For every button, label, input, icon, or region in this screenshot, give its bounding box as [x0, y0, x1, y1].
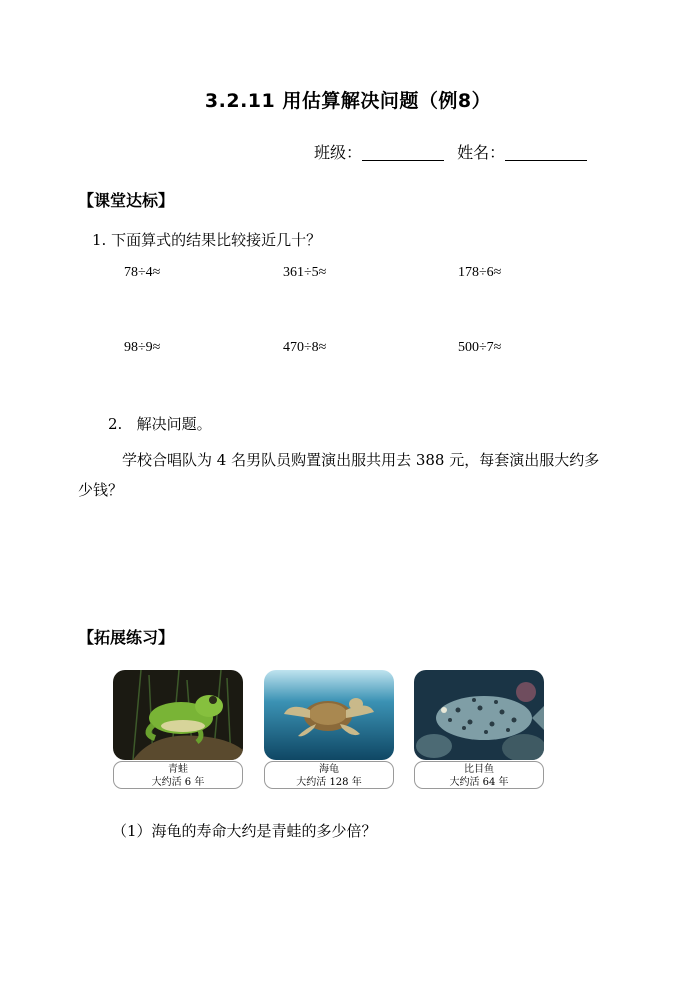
class-label: 班级： [314, 143, 363, 162]
flatfish-caption [414, 761, 544, 789]
flatfish-name: 比目鱼 [464, 764, 494, 775]
name-label: 姓名： [457, 143, 506, 162]
problem-line-2: 少钱？ [78, 481, 124, 499]
page-title: 3.2.11 用估算解决问题（例8） [204, 90, 492, 112]
section-heading-classwork: 【课堂达标】 [78, 191, 175, 210]
name-blank[interactable] [505, 145, 587, 161]
turtle-name: 海龟 [319, 764, 339, 775]
turtle-caption [264, 761, 394, 789]
expression-2: 361÷5≈ [283, 265, 327, 280]
turtle-lifespan: 大约活 128 年 [296, 777, 362, 788]
sea-turtle-photo [264, 670, 394, 760]
frog-lifespan: 大约活 6 年 [151, 777, 205, 788]
flatfish-lifespan: 大约活 64 年 [449, 777, 509, 788]
expression-4: 98÷9≈ [124, 340, 161, 355]
flatfish-photo [414, 670, 544, 760]
expression-3: 178÷6≈ [458, 265, 502, 280]
frog-photo [113, 670, 243, 760]
frog-name: 青蛙 [168, 764, 188, 775]
expression-6: 500÷7≈ [458, 340, 502, 355]
section-heading-extension: 【拓展练习】 [78, 628, 175, 647]
student-info [314, 140, 595, 163]
class-blank[interactable] [362, 145, 444, 161]
extension-question-1: （1）海龟的寿命大约是青蛙的多少倍？ [112, 822, 377, 840]
expression-1: 78÷4≈ [124, 265, 161, 280]
problem-line-1: 学校合唱队为 4 名男队员购置演出服共用去 388 元，每套演出服大约多 [122, 451, 600, 469]
question-1-label: 1. 下面算式的结果比较接近几十？ [92, 231, 322, 249]
question-2-label: 2. 解决问题。 [108, 415, 212, 433]
expression-5: 470÷8≈ [283, 340, 327, 355]
frog-caption [113, 761, 243, 789]
